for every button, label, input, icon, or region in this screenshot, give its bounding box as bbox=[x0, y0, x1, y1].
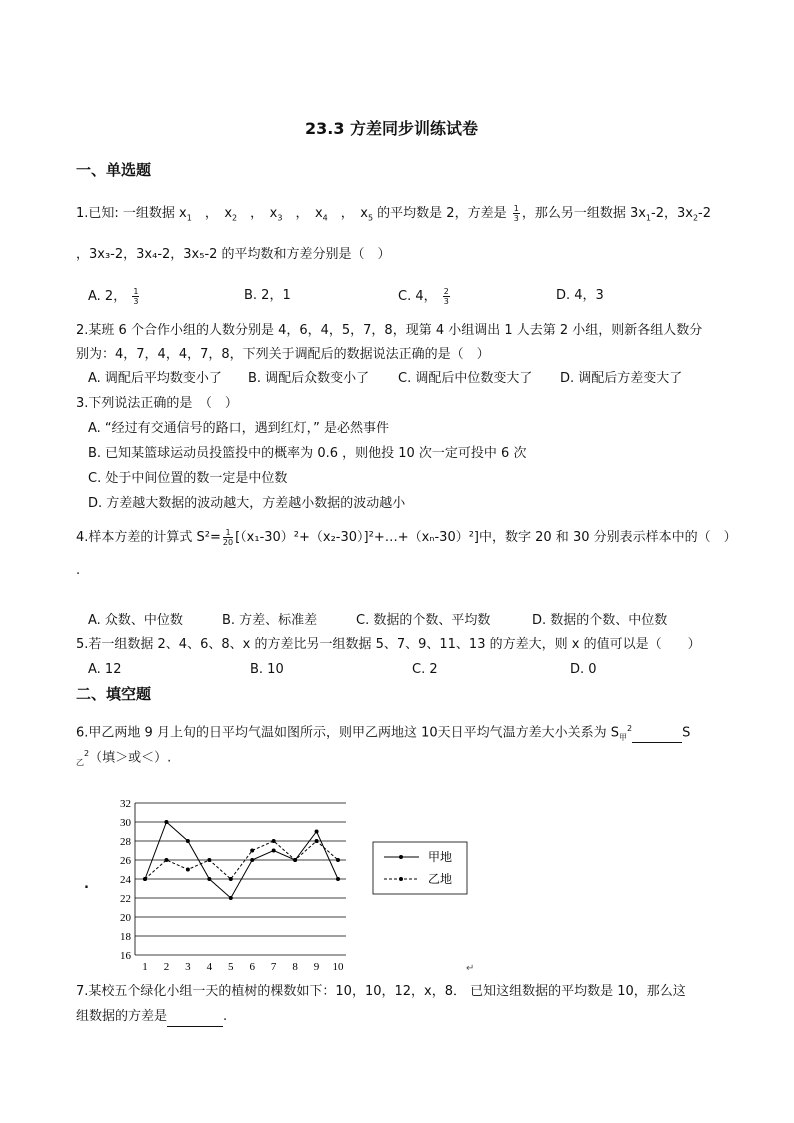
series-line-2 bbox=[145, 841, 338, 879]
question-7-line-2: 组数据的方差是 . bbox=[76, 1008, 227, 1027]
y-tick-label: 24 bbox=[120, 874, 131, 886]
y-tick-label: 28 bbox=[120, 836, 131, 848]
data-point bbox=[315, 839, 319, 843]
q3-option-c[interactable]: C. 处于中间位置的数一定是中位数 bbox=[88, 471, 288, 486]
y-tick-label: 20 bbox=[120, 912, 131, 924]
q1-prefix: 已知: 一组数据 x bbox=[88, 206, 187, 221]
data-point bbox=[186, 868, 190, 872]
chart-leading-dot: . bbox=[84, 877, 89, 892]
question-4-dot: . bbox=[76, 563, 81, 578]
x-tick-label: 4 bbox=[206, 961, 213, 973]
q1-option-b[interactable]: B. 2，1 bbox=[244, 288, 291, 303]
y-tick-label: 18 bbox=[120, 931, 131, 943]
fraction-one-third: $\frac{1}{3}$ bbox=[513, 204, 519, 223]
q4-option-a[interactable]: A. 众数、中位数 bbox=[88, 613, 183, 628]
y-tick-label: 22 bbox=[120, 893, 131, 905]
series-line-1 bbox=[145, 822, 338, 898]
q1-mean-text: 的平均数是 2，方差是 bbox=[377, 206, 507, 221]
section-heading-fill-blank: 二、填空题 bbox=[76, 685, 152, 703]
question-4-line-1: 4.样本方差的计算式 S²= $\frac{1}{20}$ [（x₁-30）²+（x₂-30）]²+…+（xₙ-30）²]中，数字 20 和 30 分别表示样本中的（ ） bbox=[76, 528, 737, 547]
section-heading-single-choice: 一、单选题 bbox=[76, 161, 152, 179]
q3-option-d[interactable]: D. 方差越大数据的波动越大，方差越小数据的波动越小 bbox=[88, 496, 406, 511]
question-6-line-2: $_乙^2$（填＞或＜）. bbox=[76, 749, 172, 767]
question-1-line-1: 1.已知: 一组数据 $x_1$ ， $x_2$ ， $x_3$ ， $x_4$ ， $x_5$ 的平均数是 2，方差是 $\frac{1}{3}$ ，那么另一组数据 $3x_1-2$，$3x_2-2$ bbox=[76, 204, 712, 223]
data-point bbox=[315, 830, 319, 834]
data-point bbox=[272, 839, 276, 843]
data-point bbox=[293, 858, 297, 862]
x-tick-label: 7 bbox=[270, 961, 277, 973]
legend-label: 乙地 bbox=[428, 872, 453, 886]
data-point bbox=[250, 858, 254, 862]
x-tick-label: 10 bbox=[332, 961, 344, 973]
question-2-line-2: 别为：4，7，4，4，7，8，下列关于调配后的数据说法正确的是（ ） bbox=[76, 347, 490, 362]
y-tick-label: 26 bbox=[120, 855, 131, 867]
q1-option-d[interactable]: D. 4，3 bbox=[556, 288, 604, 303]
x-tick-label: 5 bbox=[228, 961, 234, 973]
data-point bbox=[143, 877, 147, 881]
question-3-line-1: 3.下列说法正确的是 （ ） bbox=[76, 396, 238, 411]
x-tick-label: 9 bbox=[313, 961, 320, 973]
q4-option-c[interactable]: C. 数据的个数、平均数 bbox=[356, 613, 491, 628]
data-point bbox=[250, 849, 254, 853]
data-point bbox=[272, 849, 276, 853]
question-6-line-1: 6.甲乙两地 9 月上旬的日平均气温如图所示，则甲乙两地这 10天日平均气温方差大小关系为 $S_甲^2$ S bbox=[76, 724, 691, 742]
x-tick-label: 3 bbox=[185, 961, 191, 973]
q2-option-a[interactable]: A. 调配后平均数变小了 bbox=[88, 371, 222, 386]
x-tick-label: 6 bbox=[249, 961, 255, 973]
data-point bbox=[207, 858, 211, 862]
y-tick-label: 16 bbox=[120, 950, 131, 962]
question-number: 1. bbox=[76, 206, 89, 221]
y-tick-label: 30 bbox=[120, 817, 131, 829]
y-tick-label: 32 bbox=[120, 798, 131, 810]
q3-option-a[interactable]: A. “经过有交通信号的路口，遇到红灯，” 是必然事件 bbox=[88, 421, 390, 436]
answer-blank-q7[interactable] bbox=[167, 1008, 223, 1027]
question-5-line-1: 5.若一组数据 2、4、6、8、x 的方差比另一组数据 5、7、9、11、13 的方差大，则 x 的值可以是（ ） bbox=[76, 637, 701, 652]
data-point bbox=[336, 858, 340, 862]
data-point bbox=[336, 877, 340, 881]
legend-label: 甲地 bbox=[428, 850, 453, 864]
answer-blank-q6[interactable] bbox=[632, 724, 682, 743]
data-point bbox=[229, 877, 233, 881]
question-2-line-1: 2.某班 6 个合作小组的人数分别是 4，6，4，5，7，8，现第 4 小组调出 1 人去第 2 小组，则新各组人数分 bbox=[76, 323, 703, 338]
q1-option-a[interactable]: A. 2， $\frac{1}{3}$ bbox=[88, 287, 139, 306]
legend-box bbox=[373, 842, 467, 894]
x-tick-label: 2 bbox=[163, 961, 170, 973]
page-title: 23.3 方差同步训练试卷 bbox=[305, 119, 479, 138]
q2-option-b[interactable]: B. 调配后众数变小了 bbox=[248, 371, 370, 386]
question-1-line-2: ，3x₃-2，3x₄-2，3x₅-2 的平均数和方差分别是（ ） bbox=[76, 247, 391, 262]
x-tick-label: 1 bbox=[142, 961, 148, 973]
q1-option-c[interactable]: C. 4， $\frac{2}{3}$ bbox=[398, 287, 449, 306]
data-point bbox=[164, 820, 168, 824]
data-point bbox=[186, 839, 190, 843]
q5-option-b[interactable]: B. 10 bbox=[250, 662, 284, 677]
question-7-line-1: 7.某校五个绿化小组一天的植树的棵数如下：10，10，12，x，8． 已知这组数据的平均数是 10，那么这 bbox=[76, 984, 686, 999]
q4-option-d[interactable]: D. 数据的个数、中位数 bbox=[532, 613, 668, 628]
legend-swatch-point bbox=[399, 877, 403, 881]
data-point bbox=[207, 877, 211, 881]
q5-option-c[interactable]: C. 2 bbox=[412, 662, 438, 677]
x-tick-label: 8 bbox=[292, 961, 298, 973]
q5-option-d[interactable]: D. 0 bbox=[570, 662, 597, 677]
q3-option-b[interactable]: B. 已知某篮球运动员投篮投中的概率为 0.6 ，则他投 10 次一定可投中 6 次 bbox=[88, 446, 527, 461]
q2-option-c[interactable]: C. 调配后中位数变大了 bbox=[398, 371, 533, 386]
legend-swatch-point bbox=[399, 855, 403, 859]
data-point bbox=[229, 896, 233, 900]
data-point bbox=[164, 858, 168, 862]
q4-option-b[interactable]: B. 方差、标准差 bbox=[222, 613, 318, 628]
data-point bbox=[143, 877, 147, 881]
data-point bbox=[293, 858, 297, 862]
q2-option-d[interactable]: D. 调配后方差变大了 bbox=[560, 371, 683, 386]
return-mark: ↵ bbox=[466, 963, 475, 974]
q5-option-a[interactable]: A. 12 bbox=[88, 662, 122, 677]
q1-mid: ，那么另一组数据 3x bbox=[521, 206, 646, 221]
